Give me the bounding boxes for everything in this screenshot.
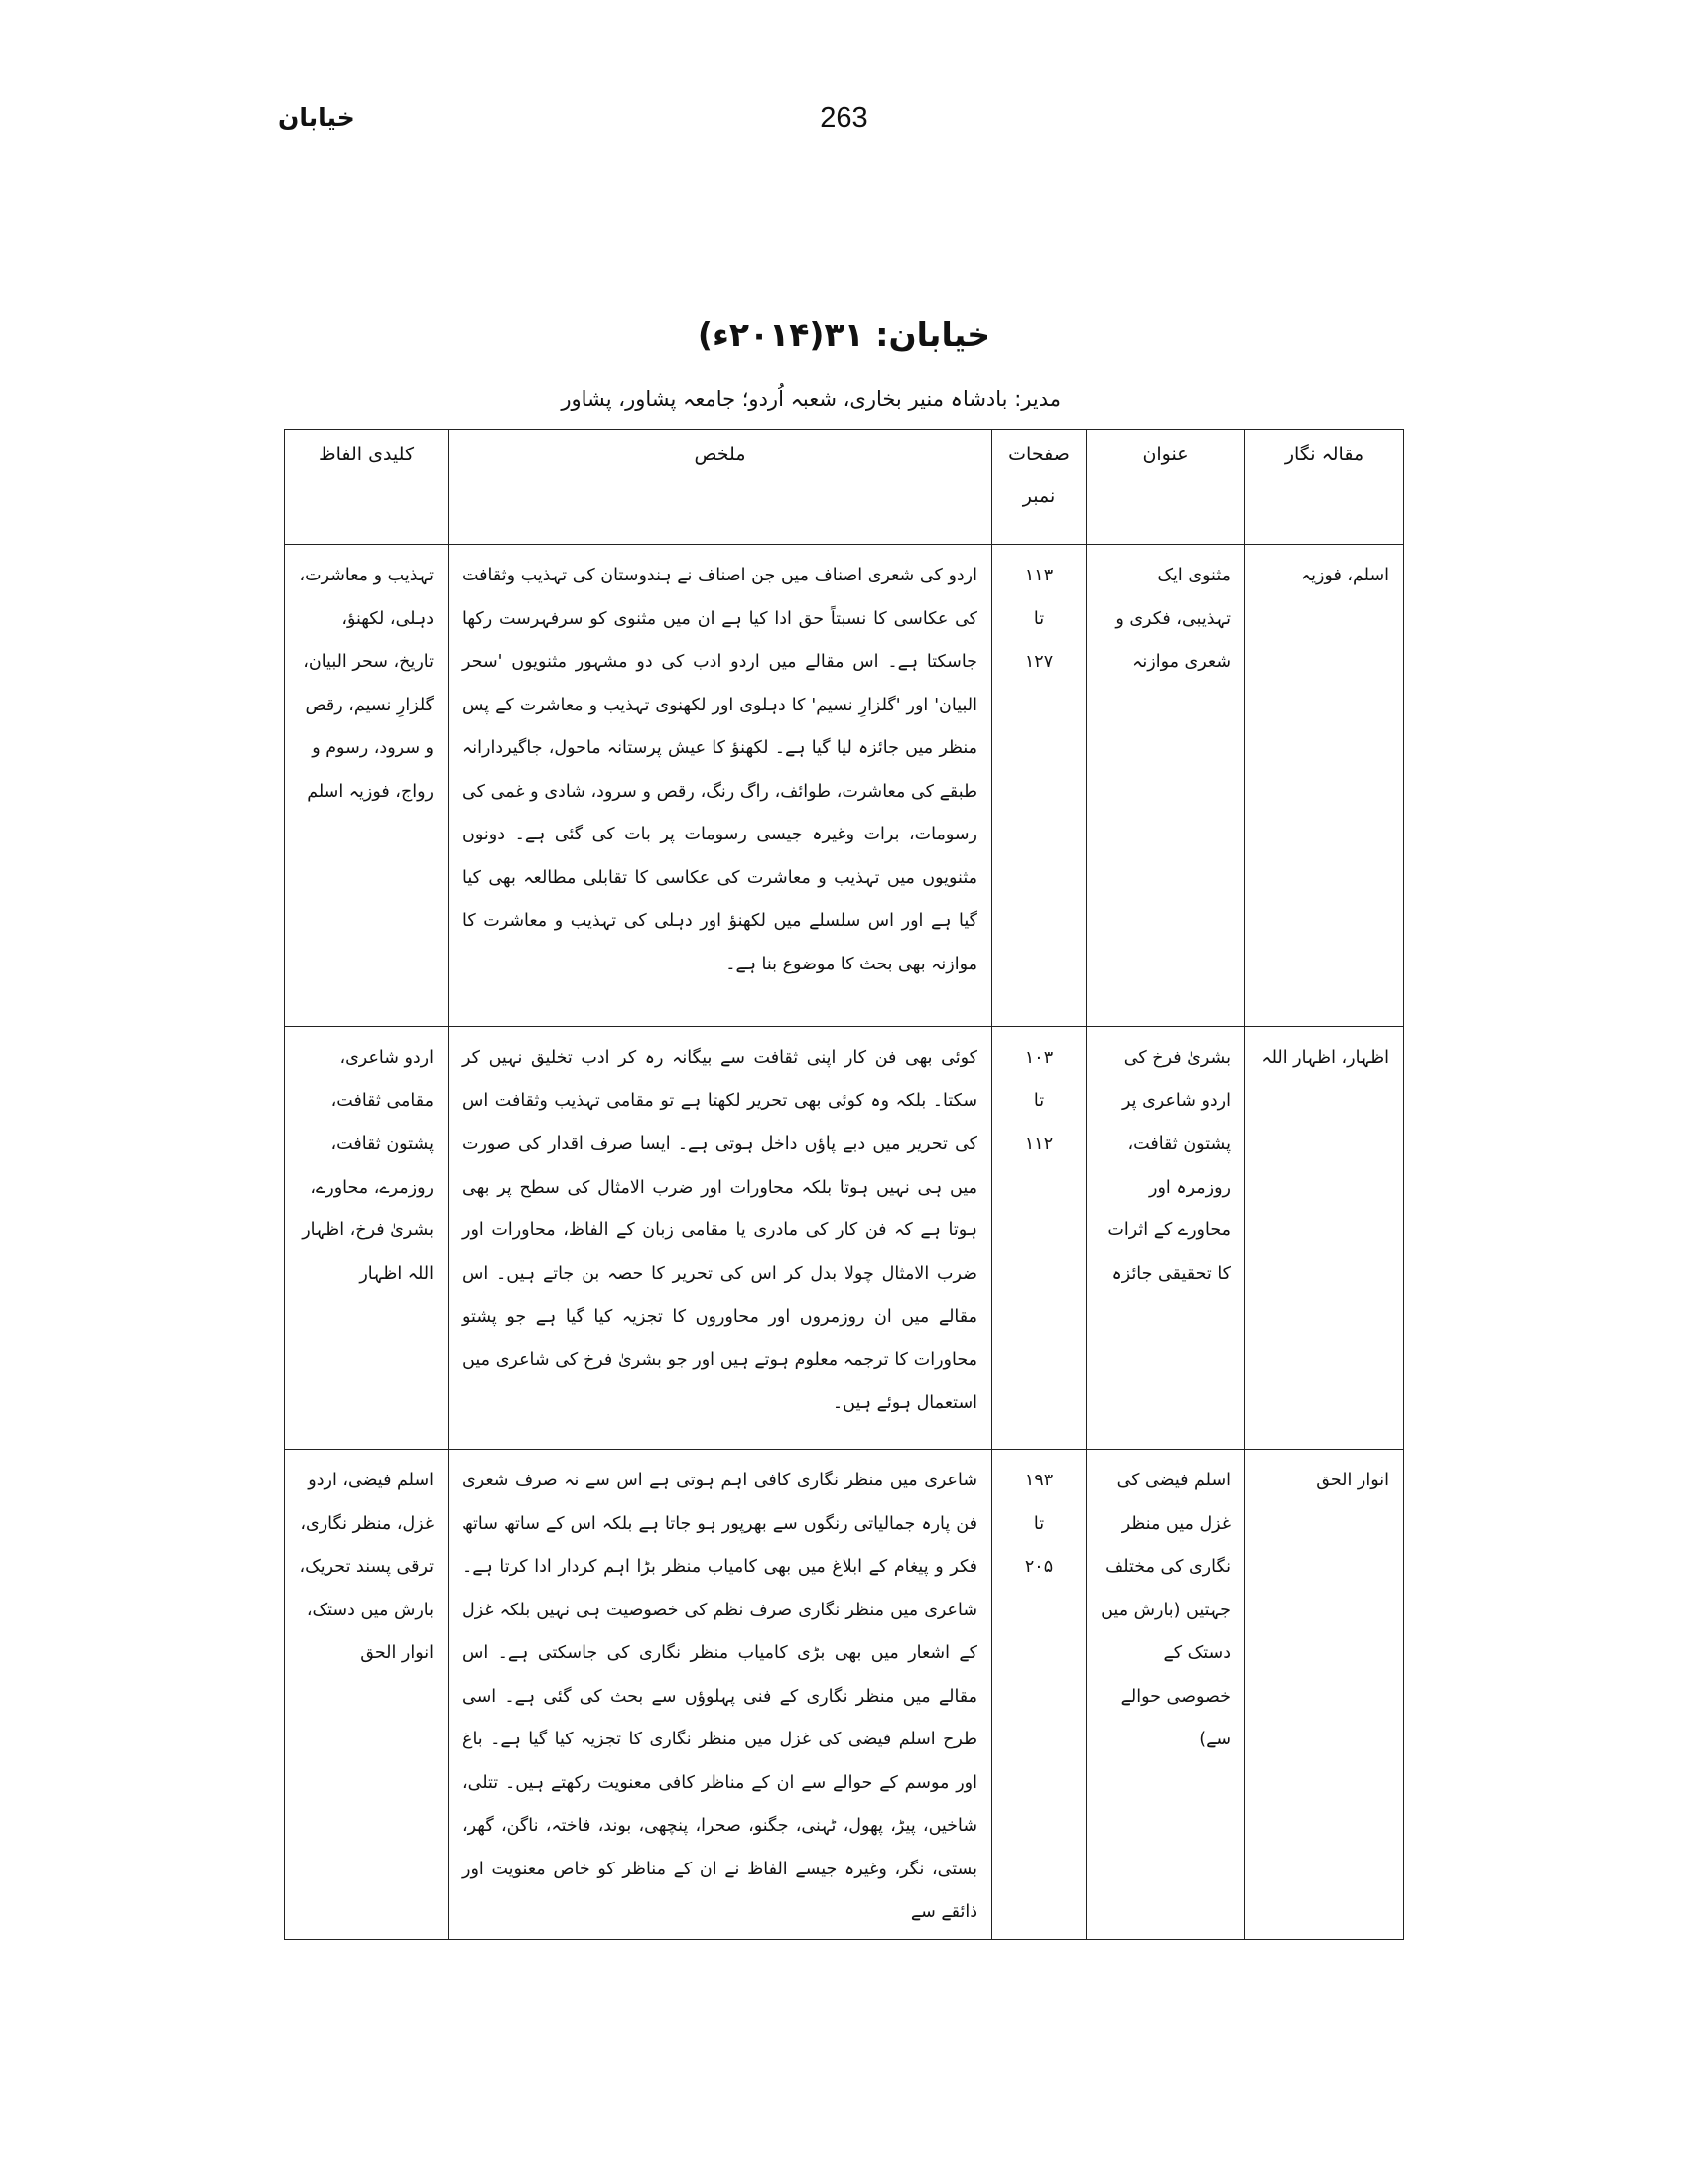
cell-pages bbox=[992, 1027, 1087, 1450]
journal-title: خیابان: ۳۱(۲۰۱۴ء) bbox=[697, 316, 991, 354]
cell-abstract: اردو کی شعری اصناف میں جن اصناف نے ہندوستان کی تہذیب وثقافت کی عکاسی کا نسبتاً حق ادا کیا ہے ان میں مثنوی کو سرفہرست رکھا جاسکتا ہے۔ اس مقالے میں اردو ادب کی دو مشہور مثنویوں 'سحر البیان' اور 'گلزارِ نسیم' کا دہلوی اور لکھنوی تہذیب و معاشرت کے پس منظر میں جائزہ لیا گیا ہے۔ لکھنؤ کا عیش پرستانہ ماحول، جاگیردارانہ طبقے کی معاشرت، طوائف، راگ رنگ، رقص و سرود، شادی و غمی کی رسومات، برات وغیرہ جیسی رسومات پر بات کی گئی ہے۔ دونوں مثنویوں میں تہذیب و معاشرت کی عکاسی کا تقابلی مطالعہ بھی کیا گیا ہے اور اس سلسلے میں لکھنؤ اور دہلی کی تہذیب و معاشرت کا موازنہ بھی بحث کا موضوع بنا ہے۔ bbox=[449, 545, 992, 1027]
page-from: ۱۱۳ bbox=[1024, 566, 1054, 585]
cell-author: انوار الحق bbox=[1245, 1450, 1404, 1940]
cell-keywords: اردو شاعری، مقامی ثقافت، پشتون ثقافت، روزمرے، محاورے، بشریٰ فرخ، اظہار اللہ اظہار bbox=[285, 1027, 449, 1450]
page-to-word: تا bbox=[1033, 1091, 1045, 1111]
table-row bbox=[285, 1450, 1404, 1940]
cell-title: مثنوی ایک تہذیبی، فکری و شعری موازنہ bbox=[1087, 545, 1245, 1027]
page-number: 263 bbox=[820, 102, 868, 134]
cell-title: اسلم فیضی کی غزل میں منظر نگاری کی مختلف جہتیں (بارش میں دستک کے خصوصی حوالے سے) bbox=[1087, 1450, 1245, 1940]
cell-keywords: تہذیب و معاشرت، دہلی، لکھنؤ، تاریخ، سحر البیان، گلزارِ نسیم، رقص و سرود، رسوم و رواج، فوزیہ اسلم bbox=[285, 545, 449, 1027]
table-row bbox=[285, 545, 1404, 1027]
cell-abstract: کوئی بھی فن کار اپنی ثقافت سے بیگانہ رہ کر ادب تخلیق نہیں کر سکتا۔ بلکہ وہ کوئی بھی تحریر لکھتا ہے تو مقامی تہذیب وثقافت اس کی تحریر میں دبے پاؤں داخل ہوتی ہے۔ ایسا صرف اقدار کی صورت میں ہی نہیں ہوتا بلکہ محاورات اور ضرب الامثال کی سطح پر بھی ہوتا ہے کہ فن کار کی مادری یا مقامی زبان کے الفاظ، محاورات اور ضرب الامثال چولا بدل کر اس کی تحریر کا حصہ بن جاتے ہیں۔ اس مقالے میں ان روزمروں اور محاوروں کا تجزیہ کیا گیا ہے جو پشتو محاورات کا ترجمہ معلوم ہوتے ہیں اور جو بشریٰ فرخ کی شاعری میں استعمال ہوئے ہیں۔ bbox=[449, 1027, 992, 1450]
table-header-row bbox=[285, 430, 1404, 545]
cell-author: اظہار، اظہار اللہ bbox=[1245, 1027, 1404, 1450]
page-from: ۱۰۳ bbox=[1024, 1048, 1054, 1068]
header-keywords: کلیدی الفاظ bbox=[285, 430, 449, 545]
header-title: عنوان bbox=[1087, 430, 1245, 545]
header-author: مقالہ نگار bbox=[1245, 430, 1404, 545]
table-row bbox=[285, 1027, 1404, 1450]
cell-abstract: شاعری میں منظر نگاری کافی اہم ہوتی ہے اس سے نہ صرف شعری فن پارہ جمالیاتی رنگوں سے بھرپور ہو جاتا ہے بلکہ اس کے ساتھ ساتھ فکر و پیغام کے ابلاغ میں بھی کامیاب منظر بڑا اہم کردار ادا کرتا ہے۔ شاعری میں منظر نگاری صرف نظم کی خصوصیت ہی نہیں بلکہ غزل کے اشعار میں بھی بڑی کامیاب منظر نگاری کی جاسکتی ہے۔ اس مقالے میں منظر نگاری کے فنی پہلوؤں سے بحث کی گئی ہے۔ اسی طرح اسلم فیضی کی غزل میں منظر نگاری کا تجزیہ کیا گیا ہے۔ باغ اور موسم کے حوالے سے ان کے مناظر کافی معنویت رکھتے ہیں۔ تتلی، شاخیں، پیڑ، پھول، ٹہنی، جگنو، صحرا، پنچھی، بوند، فاختہ، ناگن، گھر، بستی، نگر، وغیرہ جیسے الفاظ نے ان کے مناظر کو خاص معنویت اور ذائقے سے bbox=[449, 1450, 992, 1940]
page-to: ۱۲۷ bbox=[1024, 652, 1054, 672]
header-pages: صفحات نمبر bbox=[992, 430, 1087, 545]
cell-keywords: اسلم فیضی، اردو غزل، منظر نگاری، ترقی پسند تحریک، بارش میں دستک، انوار الحق bbox=[285, 1450, 449, 1940]
header-abstract: ملخص bbox=[449, 430, 992, 545]
page-to: ۲۰۵ bbox=[1024, 1557, 1054, 1577]
cell-pages bbox=[992, 545, 1087, 1027]
editor-line: مدیر: بادشاہ منیر بخاری، شعبہ اُردو؛ جامعہ پشاور، پشاور bbox=[561, 387, 1061, 411]
page-to-word: تا bbox=[1033, 1513, 1045, 1534]
cell-pages bbox=[992, 1450, 1087, 1940]
page-from: ۱۹۳ bbox=[1024, 1471, 1054, 1490]
running-head: خیابان bbox=[278, 103, 355, 132]
cell-title: بشریٰ فرخ کی اردو شاعری پر پشتون ثقافت، روزمرہ اور محاورے کے اثرات کا تحقیقی جائزہ bbox=[1087, 1027, 1245, 1450]
page-to: ۱۱۲ bbox=[1024, 1134, 1054, 1154]
page-to-word: تا bbox=[1033, 608, 1045, 629]
article-index-table bbox=[284, 429, 1404, 1940]
cell-author: اسلم، فوزیہ bbox=[1245, 545, 1404, 1027]
